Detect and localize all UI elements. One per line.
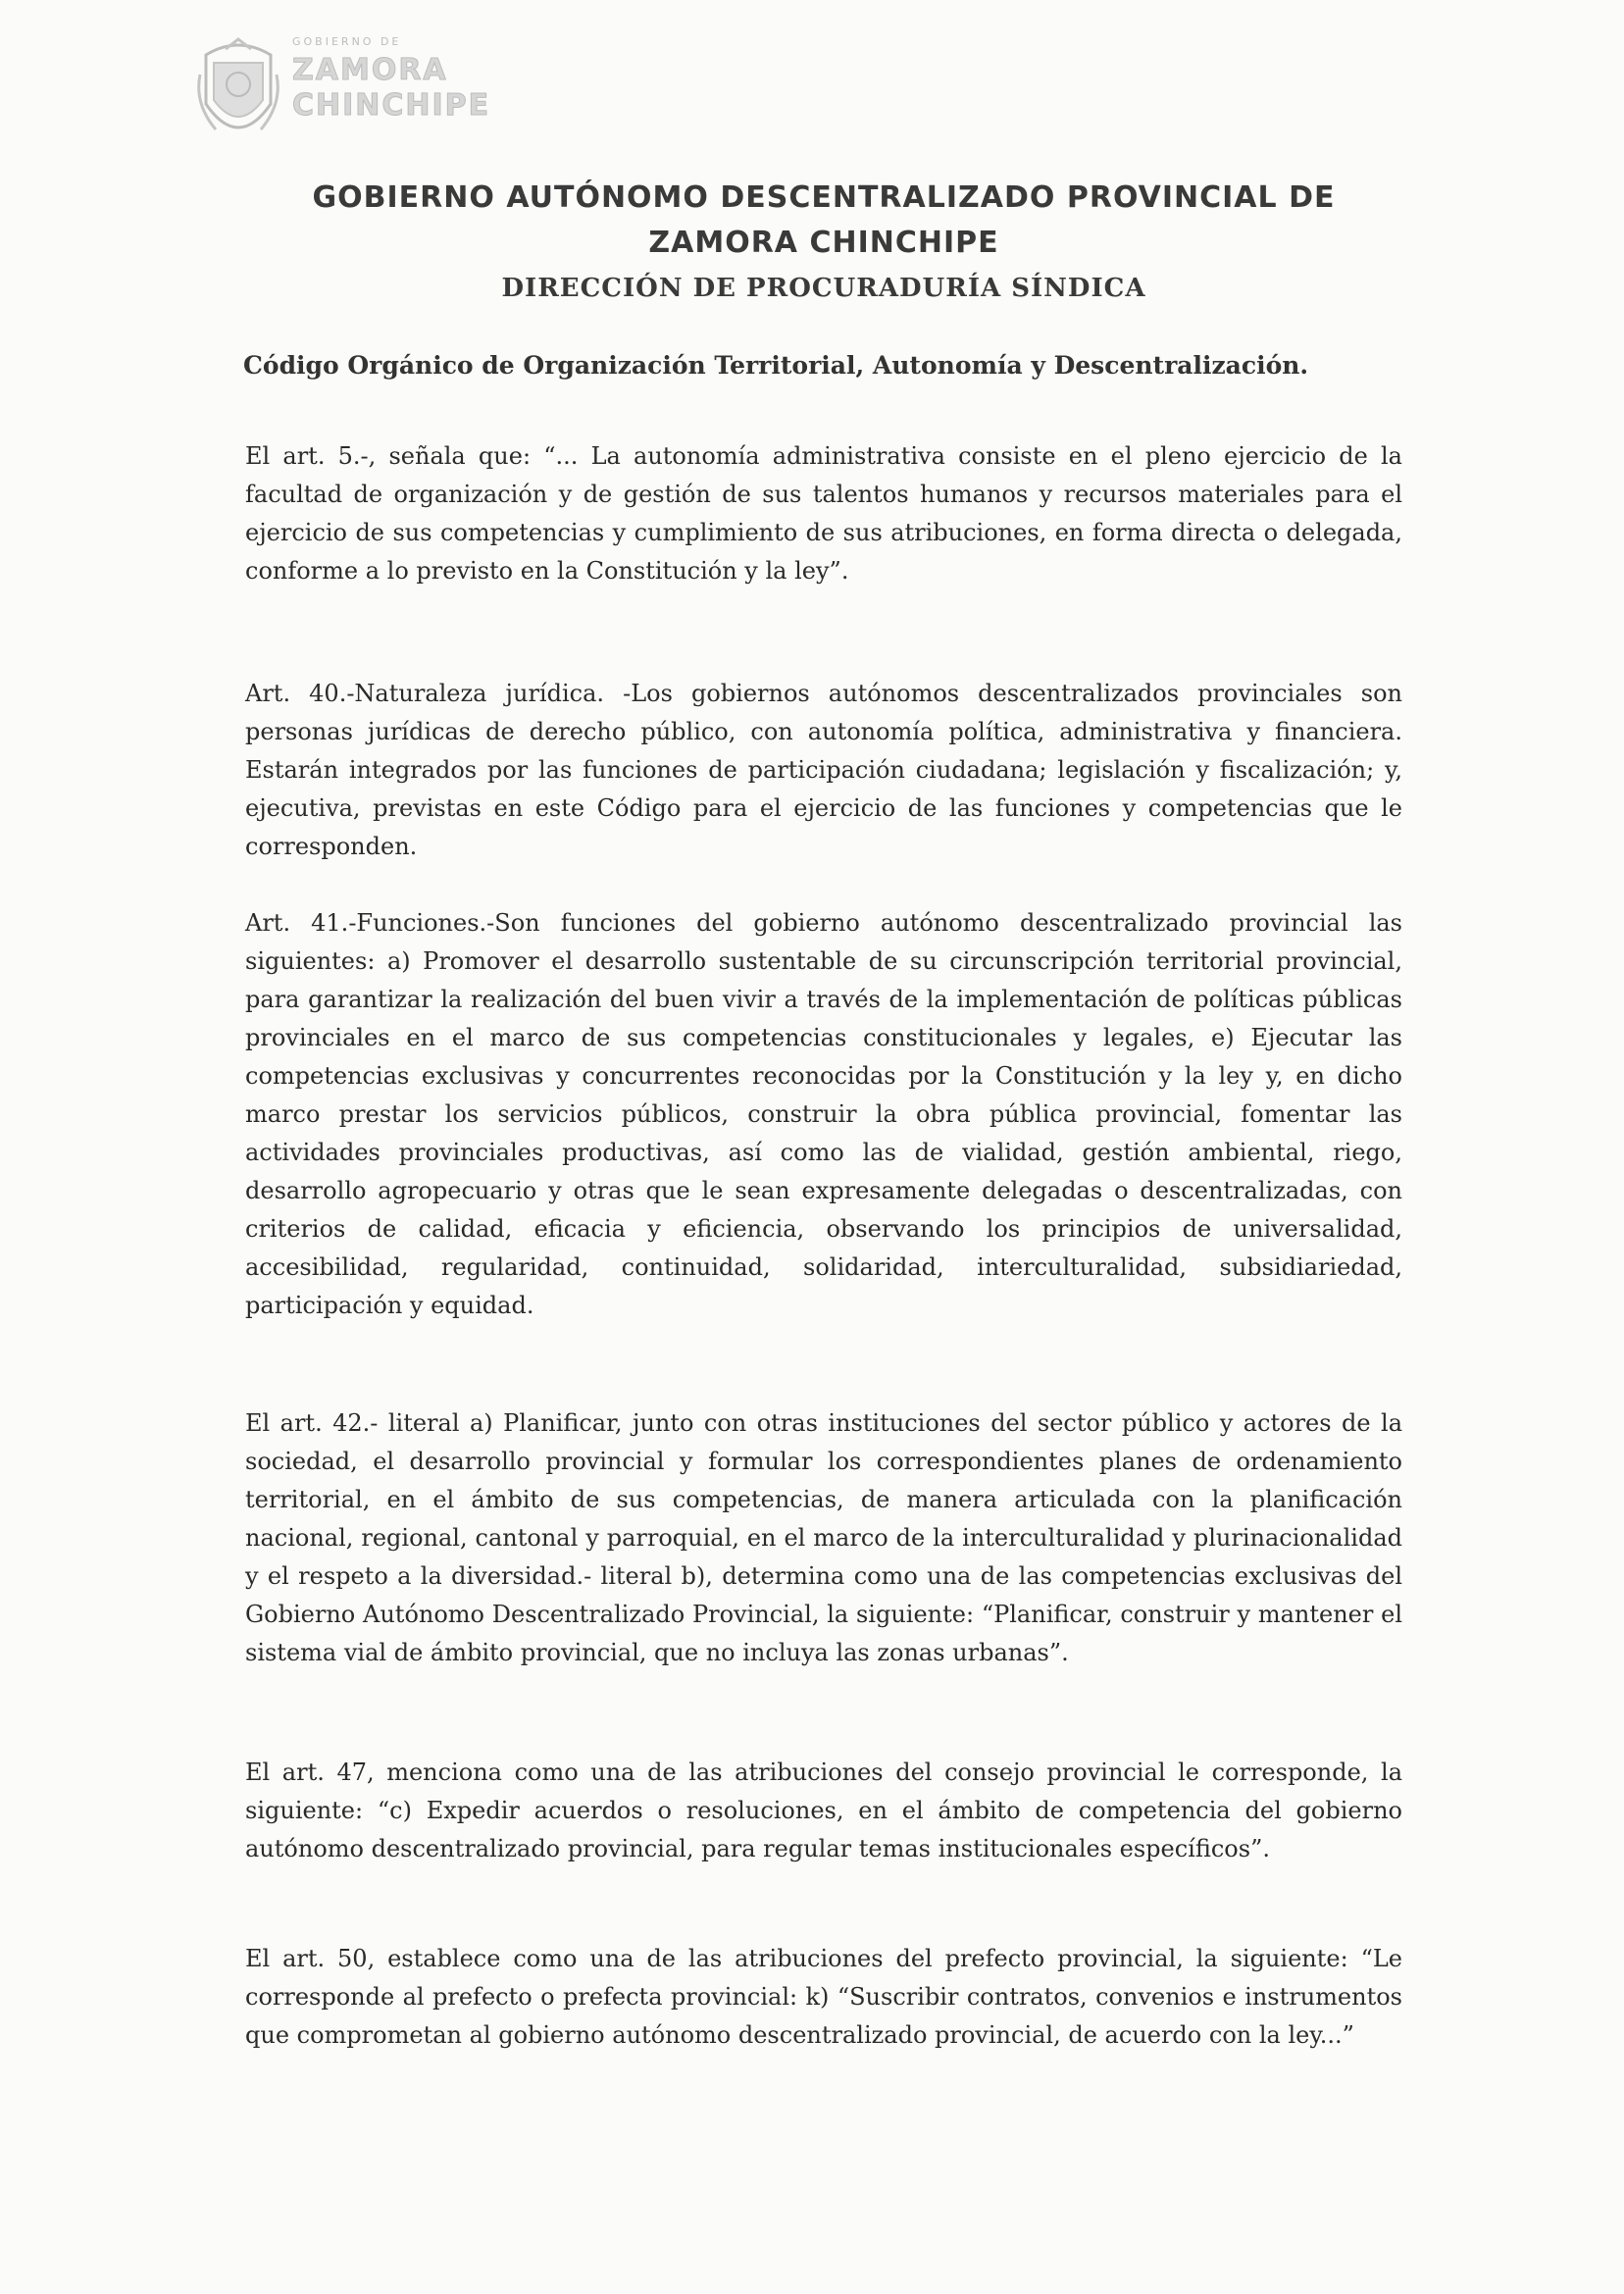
paragraph-art-50: El art. 50, establece como una de las atribuciones del prefecto provincial, la siguiente: “Le corresponde al prefecto o prefecta provincial: k) “Suscribir contratos, convenios e instrumentos que comprometan al gobierno autónomo descentralizado provincial, de acuerdo con la ley...” [245, 1945, 1402, 2049]
header-line-2: ZAMORA CHINCHIPE [648, 226, 999, 260]
institution-logo [196, 29, 491, 157]
crest-icon [196, 35, 280, 151]
paragraph-art-42: El art. 42.- literal a) Planificar, junto con otras instituciones del sector público y actores de la sociedad, el desarrollo provincial y formular los correspondientes planes de ordenamiento territorial, en el ámbito de sus competencias, de manera articulada con la planificación nacional, regional, cantonal y parroquial, en el marco de la interculturalidad y plurinacionalidad y el respeto a la diversidad.- literal b), determina como una de las competencias exclusivas del Gobierno Autónomo Descentralizado Provincial, la siguiente: “Planificar, construir y mantener el sistema vial de ámbito provincial, que no incluya las zonas urbanas”. [245, 1409, 1402, 1666]
paragraph-art-5: El art. 5.-, señala que: “... La autonomía administrativa consiste en el pleno ejercicio de la facultad de organización y de gestión de sus talentos humanos y recursos materiales para el ejercicio de sus competencias y cumplimiento de sus atribuciones, en forma directa o delegada, conforme a lo previsto en la Constitución y la ley”. [245, 442, 1402, 585]
logo-small-text: GOBIERNO DE [292, 35, 402, 48]
logo-text-zamora: ZAMORA [292, 53, 448, 87]
logo-text-chinchipe: CHINCHIPE [292, 88, 491, 123]
paragraph-art-40: Art. 40.-Naturaleza jurídica. -Los gobiernos autónomos descentralizados provinciales son personas jurídicas de derecho público, con autonomía política, administrativa y financiera. Estarán integrados por las funciones de participación ciudadana; legislación y fiscalización; y, ejecutiva, previstas en este Código para el ejercicio de las funciones y competencias que le corresponden. [245, 680, 1402, 860]
code-title: Código Orgánico de Organización Territorial, Autonomía y Descentralización. [243, 351, 1309, 380]
paragraph-art-41: Art. 41.-Funciones.-Son funciones del gobierno autónomo descentralizado provincial las siguientes: a) Promover el desarrollo sustentable de su circunscripción territorial provincial, para garantizar la realización del buen vivir a través de la implementación de políticas públicas provinciales en el marco de sus competencias constitucionales y legales, e) Ejecutar las competencias exclusivas y concurrentes reconocidas por la Constitución y la ley y, en dicho marco prestar los servicios públicos, construir la obra pública provincial, fomentar las actividades provinciales productivas, así como las de vialidad, gestión ambiental, riego, desarrollo agropecuario y otras que le sean expresamente delegadas o descentralizadas, con criterios de calidad, eficacia y eficiencia, observando los principios de universalidad, accesibilidad, regularidad, continuidad, solidaridad, interculturalidad, subsidiariedad, participación y equidad. [245, 909, 1402, 1319]
header-line-1: GOBIERNO AUTÓNOMO DESCENTRALIZADO PROVINCIAL DE [312, 180, 1336, 215]
paragraph-art-47: El art. 47, menciona como una de las atribuciones del consejo provincial le corresponde, la siguiente: “c) Expedir acuerdos o resoluciones, en el ámbito de competencia del gobierno autónomo descentralizado provincial, para regular temas institucionales específicos”. [245, 1759, 1402, 1862]
department-title: DIRECCIÓN DE PROCURADURÍA SÍNDICA [501, 274, 1146, 303]
